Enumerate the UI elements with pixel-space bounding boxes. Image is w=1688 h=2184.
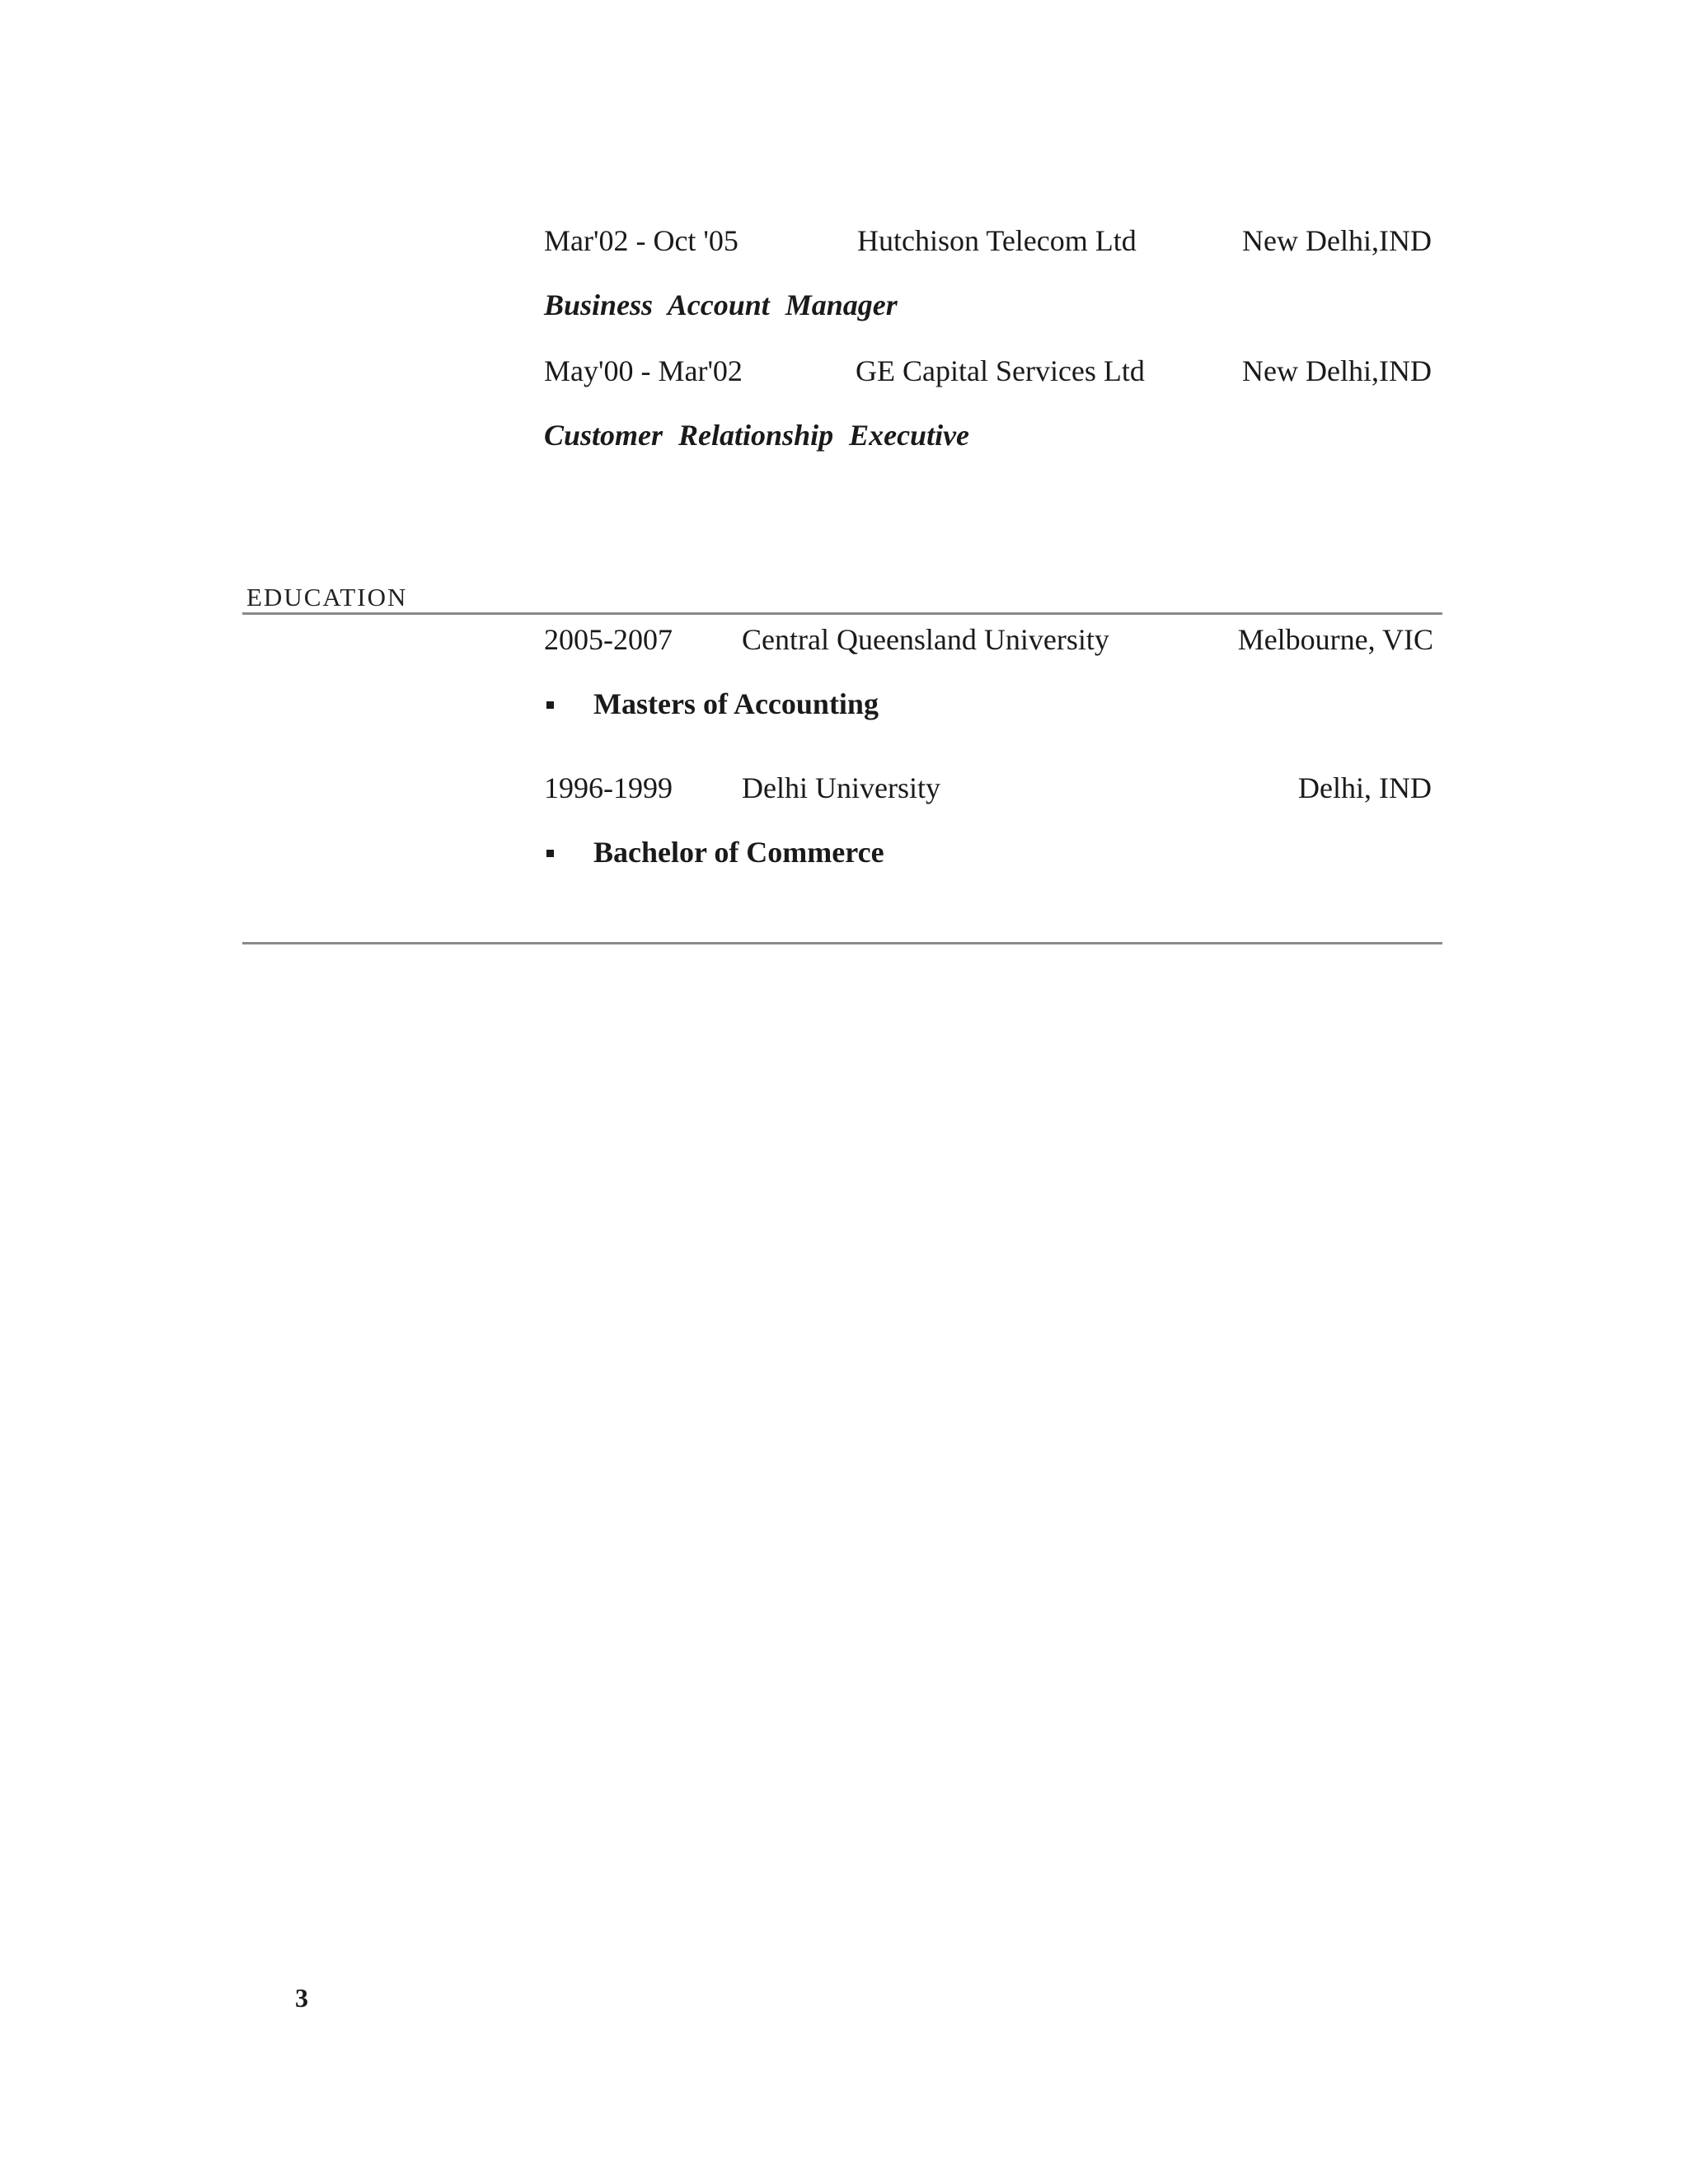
bullet-icon — [546, 701, 554, 709]
education-institution: Delhi University — [742, 771, 940, 804]
page-number: 3 — [295, 1983, 308, 2013]
education-degree: Masters of Accounting — [593, 687, 879, 720]
experience-dates: May'00 - Mar'02 — [544, 354, 743, 387]
education-years: 1996-1999 — [544, 771, 673, 804]
bullet-icon — [546, 850, 554, 857]
experience-location: New Delhi,IND — [1242, 354, 1432, 387]
experience-job-title: Customer Relationship Executive — [544, 419, 970, 452]
education-years: 2005-2007 — [544, 623, 673, 656]
section-divider — [242, 612, 1442, 615]
experience-dates: Mar'02 - Oct '05 — [544, 224, 738, 257]
experience-location: New Delhi,IND — [1242, 224, 1432, 257]
education-location: Delhi, IND — [1298, 771, 1432, 804]
experience-company: Hutchison Telecom Ltd — [857, 224, 1137, 257]
experience-company: GE Capital Services Ltd — [856, 354, 1145, 387]
education-degree: Bachelor of Commerce — [593, 836, 884, 869]
section-divider — [242, 942, 1442, 944]
experience-job-title: Business Account Manager — [544, 288, 898, 321]
section-heading-education: EDUCATION — [246, 583, 408, 612]
education-location: Melbourne, VIC — [1237, 623, 1433, 656]
education-institution: Central Queensland University — [742, 623, 1109, 656]
